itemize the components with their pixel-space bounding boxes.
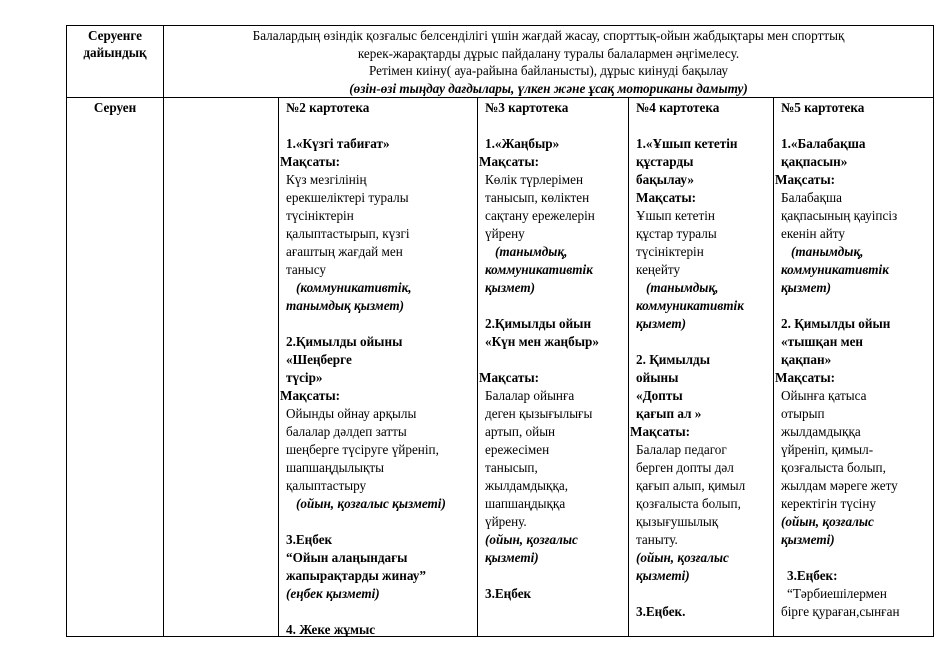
card-line: қағып алып, қимыл xyxy=(636,478,746,493)
card-line: қақпасының қауіпсіз xyxy=(781,208,898,223)
card-line: Мақсаты: xyxy=(280,388,341,403)
card-line: жылдамдыққа, xyxy=(485,478,568,493)
card-line: 2. Қимылды xyxy=(636,352,710,367)
card-line: түсініктерін xyxy=(636,244,704,259)
card-line: Балалар педагог xyxy=(636,442,727,457)
card-line: 3.Еңбек xyxy=(485,586,532,601)
preparation-description xyxy=(164,26,933,97)
card-line: 3.Еңбек. xyxy=(636,604,686,619)
card-column-divider xyxy=(278,97,279,637)
card-line: қағып ал » xyxy=(636,406,702,421)
card-line: Ұшып кететін xyxy=(636,208,715,223)
card-line: үйрену xyxy=(485,226,525,241)
card-line: танысу xyxy=(286,262,326,277)
card-line: екенін айту xyxy=(781,226,845,241)
card-line: керектігін түсіну xyxy=(781,496,876,511)
spacer xyxy=(636,585,773,603)
card-line: (коммуникативтік, xyxy=(296,280,412,295)
row-divider xyxy=(66,97,934,98)
card-line: бақылау» xyxy=(636,172,694,187)
card-line: «тышқан мен xyxy=(781,334,864,349)
schedule-table xyxy=(66,25,934,637)
card-line: (еңбек қызметі) xyxy=(286,586,380,601)
card-line: қозғалыста болып, xyxy=(781,460,886,475)
card-line: (танымдық, xyxy=(495,244,568,259)
card-line: «Допты xyxy=(636,388,683,403)
description-skills-note: (өзін-өзі тыңдау дағдылары, үлкен және ұсақ моториканы дамыту) xyxy=(349,80,748,96)
card-line: шеңберге түсіруге үйреніп, xyxy=(286,442,439,457)
card-no5-column xyxy=(775,99,933,621)
card-line: 3.Еңбек xyxy=(286,532,333,547)
card-content xyxy=(280,135,477,639)
spacer xyxy=(485,297,628,315)
card-column-divider xyxy=(477,97,478,637)
card-title: №4 картотека xyxy=(636,100,720,115)
card-line: 1.«Күзгі табиғат» xyxy=(286,136,390,151)
card-line: Мақсаты: xyxy=(479,370,540,385)
card-line: таныту. xyxy=(636,532,678,547)
card-line: Ойынға қатыса xyxy=(781,388,867,403)
card-line: сақтану ережелерін xyxy=(485,208,595,223)
spacer xyxy=(286,603,477,621)
card-line: коммуникативтік xyxy=(781,262,889,277)
spacer xyxy=(286,315,477,333)
spacer xyxy=(286,513,477,531)
description-line-2: керек-жарақтарды дұрыс пайдалану туралы балалармен әңгімелесу. xyxy=(357,45,740,61)
card-line: қызметі) xyxy=(485,550,539,565)
card-line: деген қызығылығы xyxy=(485,406,593,421)
card-line: 2.Қимылды ойыны xyxy=(286,334,403,349)
card-line: 4. Жеке жұмыс xyxy=(286,622,376,637)
card-line: Күз мезгілінің xyxy=(286,172,367,187)
card-content xyxy=(630,135,773,621)
preparation-label: Серуенге дайындық xyxy=(83,28,147,60)
card-line: Мақсаты: xyxy=(636,190,697,205)
card-column-divider xyxy=(773,97,774,637)
card-title: №3 картотека xyxy=(485,100,569,115)
card-line: Мақсаты: xyxy=(479,154,540,169)
card-line: құстар туралы xyxy=(636,226,717,241)
card-line: (ойын, қозғалыс xyxy=(636,550,729,565)
card-line: қақпасын» xyxy=(781,154,848,169)
card-line: шапшаңдыққа xyxy=(485,496,566,511)
card-title: №2 картотека xyxy=(286,100,370,115)
table-border-right xyxy=(933,25,934,637)
card-line: “Тәрбиешілермен xyxy=(787,586,887,601)
card-line: 1.«Ұшып кететін xyxy=(636,136,738,151)
card-no2-column xyxy=(280,99,477,639)
card-line: қызмет) xyxy=(485,280,536,295)
card-content xyxy=(775,135,933,621)
card-line: (танымдық, xyxy=(791,244,864,259)
card-title: №5 картотека xyxy=(781,100,865,115)
card-line: Мақсаты: xyxy=(775,370,836,385)
card-line: 2.Қимылды ойын xyxy=(485,316,592,331)
card-line: танысып, xyxy=(485,460,538,475)
card-line: қызығушылық xyxy=(636,514,719,529)
card-line: ағаштың жағдай мен xyxy=(286,244,403,259)
card-line: үйрену. xyxy=(485,514,527,529)
card-line: ойыны xyxy=(636,370,679,385)
card-line: қозғалыста болып, xyxy=(636,496,741,511)
card-line: қақпан» xyxy=(781,352,832,367)
card-line: Ойынды ойнау арқылы xyxy=(286,406,417,421)
description-line-1: Балалардың өзіндік қозғалыс белсенділігі үшін жағдай жасау, спорттық-ойын жабдықтары мен спорттық xyxy=(252,28,845,43)
card-line: танымдық қызмет) xyxy=(286,298,405,313)
card-line: түсір» xyxy=(286,370,323,385)
card-line: (танымдық, xyxy=(646,280,719,295)
spacer xyxy=(485,351,628,369)
card-line: үйреніп, қимыл- xyxy=(781,442,874,457)
card-line: қалыптастыру xyxy=(286,478,367,493)
walk-label: Серуен xyxy=(93,100,137,115)
card-line: Мақсаты: xyxy=(775,172,836,187)
card-line: жылдам мәреге жету xyxy=(781,478,898,493)
card-line: «Шеңберге xyxy=(286,352,352,367)
card-line: 3.Еңбек: xyxy=(787,568,838,583)
label-column-divider xyxy=(163,25,164,637)
card-column-divider xyxy=(628,97,629,637)
card-line: бірге қураған,сынған xyxy=(781,604,900,619)
card-line: «Күн мен жаңбыр» xyxy=(485,334,599,349)
card-line: қызметі) xyxy=(636,568,690,583)
card-line: (ойын, қозғалыс қызметі) xyxy=(296,496,446,511)
card-line: 1.«Жаңбыр» xyxy=(485,136,560,151)
card-line: балалар дәлдеп затты xyxy=(286,424,407,439)
spacer xyxy=(636,333,773,351)
card-line: 2. Қимылды ойын xyxy=(781,316,891,331)
card-line: “Ойын алаңындағы xyxy=(286,550,408,565)
card-line: кеңейту xyxy=(636,262,681,277)
spacer xyxy=(485,567,628,585)
description-line-3: Ретімен киіну( ауа-райына байланысты), дұрыс киінуді бақылау xyxy=(368,63,729,78)
card-line: артып, ойын xyxy=(485,424,556,439)
card-line: жапырақтарды жинау” xyxy=(286,568,426,583)
card-line: түсініктерін xyxy=(286,208,354,223)
card-content xyxy=(479,135,628,603)
card-line: коммуникативтік xyxy=(636,298,744,313)
card-line: Балалар ойынға xyxy=(485,388,575,403)
spacer xyxy=(781,297,933,315)
card-line: Көлік түрлерімен xyxy=(485,172,584,187)
card-line: отырып xyxy=(781,406,825,421)
card-line: қызмет) xyxy=(781,280,832,295)
card-line: 1.«Балабақша xyxy=(781,136,866,151)
card-no4-column xyxy=(630,99,773,621)
card-line: Мақсаты: xyxy=(280,154,341,169)
card-line: қызметі) xyxy=(781,532,835,547)
card-line: Балабақша xyxy=(781,190,842,205)
card-line: құстарды xyxy=(636,154,694,169)
card-line: ерекшеліктері туралы xyxy=(286,190,409,205)
card-line: қалыптастырып, күзгі xyxy=(286,226,410,241)
spacer xyxy=(781,549,933,567)
table-border-bottom xyxy=(66,636,934,637)
card-line: жылдамдыққа xyxy=(781,424,861,439)
card-line: қызмет) xyxy=(636,316,687,331)
card-line: (ойын, қозғалыс xyxy=(485,532,578,547)
card-line: (ойын, қозғалыс xyxy=(781,514,874,529)
card-line: Мақсаты: xyxy=(630,424,691,439)
card-line: танысып, көліктен xyxy=(485,190,590,205)
card-line: ережесімен xyxy=(485,442,550,457)
card-line: берген допты дәл xyxy=(636,460,734,475)
card-line: шапшаңдылықты xyxy=(286,460,384,475)
card-line: коммуникативтік xyxy=(485,262,593,277)
card-no3-column xyxy=(479,99,628,603)
